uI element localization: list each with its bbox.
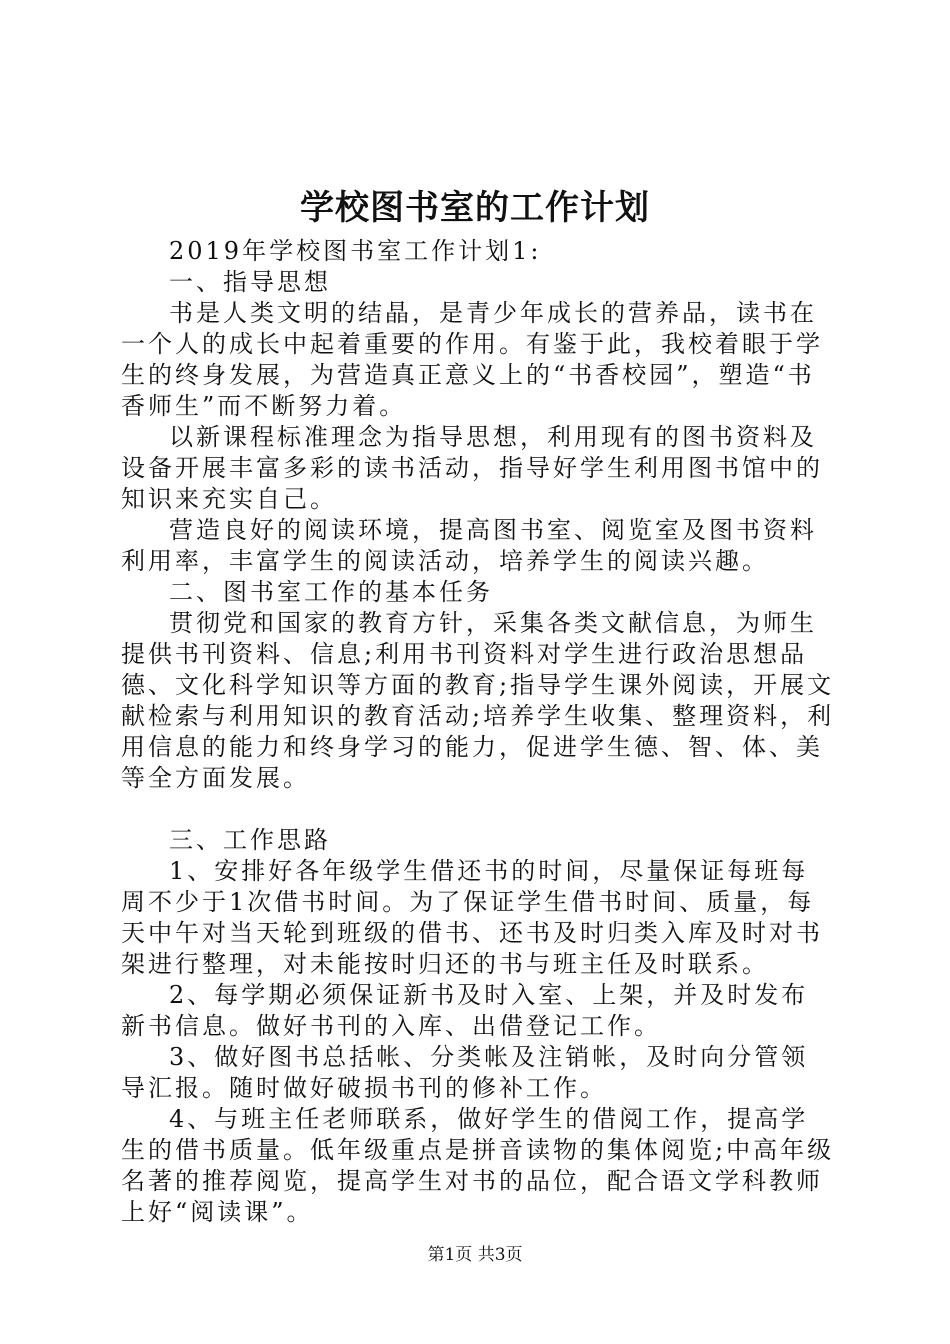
paragraph: 3、做好图书总括帐、分类帐及注销帐，及时向分管领导汇报。随时做好破损书刊的修补工作。	[121, 1043, 809, 1102]
paragraph: 1、安排好各年级学生借还书的时间，尽量保证每班每周不少于1次借书时间。为了保证学生借书时间、质量，每天中午对当天轮到班级的借书、还书及时归类入库及时对书架进行整理，对未能按时归还的书与班主任及时联系。	[121, 857, 823, 978]
paragraph: 书是人类文明的结晶，是青少年成长的营养品，读书在一个人的成长中起着重要的作用。有鉴于此，我校着眼于学生的终身发展，为营造真正意义上的“书香校园”，塑造“书香师生”而不断努力着。	[121, 299, 823, 420]
section-heading-basic-tasks: 二、图书室工作的基本任务	[169, 578, 493, 606]
paragraph: 营造良好的阅读环境，提高图书室、阅览室及图书资料利用率，丰富学生的阅读活动，培养学生的阅读兴趣。	[121, 516, 817, 575]
page-number: 第1页 共3页	[427, 1245, 523, 1265]
paragraph: 以新课程标准理念为指导思想，利用现有的图书资料及设备开展丰富多彩的读书活动，指导好学生利用图书馆中的知识来充实自己。	[121, 423, 823, 513]
paragraph: 4、与班主任老师联系，做好学生的借阅工作，提高学生的借书质量。低年级重点是拼音读物的集体阅览;中高年级名著的推荐阅览，提高学生对书的品位，配合语文学科教师上好“阅读课”。	[121, 1105, 835, 1226]
document-body	[121, 236, 835, 1228]
paragraph: 贯彻党和国家的教育方针，采集各类文献信息，为师生提供书刊资料、信息;利用书刊资料对学生进行政治思想品德、文化科学知识等方面的教育;指导学生课外阅读，开展文献检索与利用知识的教育活动;培养学生收集、整理资料，利用信息的能力和终身学习的能力，促进学生德、智、体、美等全方面发展。	[121, 609, 835, 792]
intro-line: 2019年学校图书室工作计划1:	[169, 237, 542, 265]
section-heading-guiding-thought: 一、指导思想	[169, 268, 331, 296]
blank-line	[121, 794, 835, 825]
paragraph: 2、每学期必须保证新书及时入室、上架，并及时发布新书信息。做好书刊的入库、出借登记工作。	[121, 981, 809, 1040]
section-heading-work-ideas: 三、工作思路	[169, 826, 331, 854]
document-title: 学校图书室的工作计划	[300, 188, 650, 228]
